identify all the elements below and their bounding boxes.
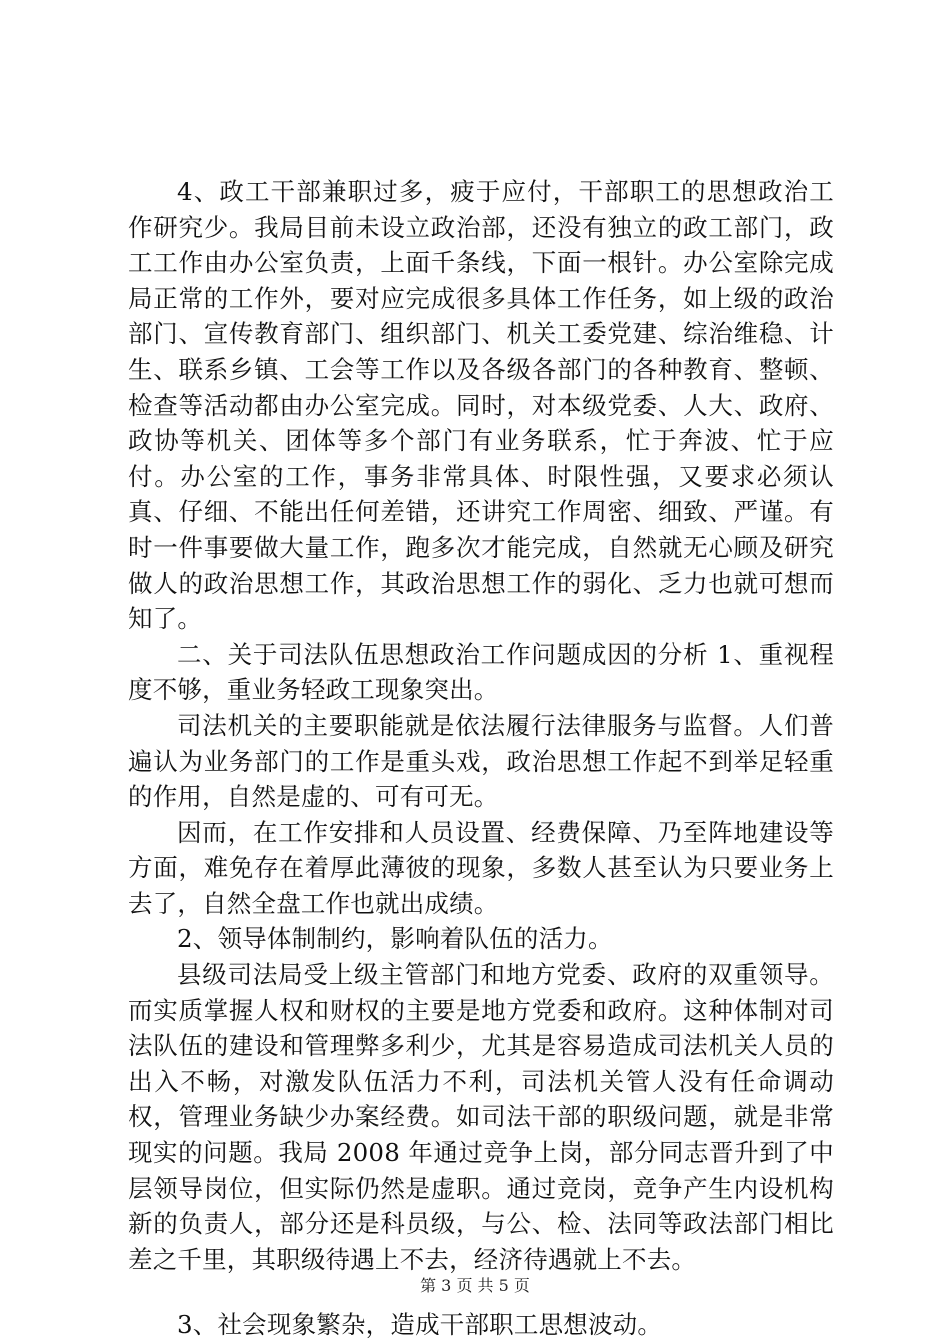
paragraph-leadership-heading: 2、领导体制制约，影响着队伍的活力。 [177, 924, 613, 954]
page-footer: 第 3 页 共 5 页 [420, 1276, 530, 1295]
paragraph-social-phenomena: 3、社会现象繁杂，造成干部职工思想波动。 [177, 1310, 663, 1340]
paragraph-main-function: 司法机关的主要职能就是依法履行法律服务与监督。人们普遍认为业务部门的工作是重头戏，政治思想工作起不到举足轻重的作用，自然是虚的、可有可无。 [128, 710, 834, 812]
paragraph-county-bureau: 县级司法局受上级主管部门和地方党委、政府的双重领导。而实质掌握人权和财权的主要是地方党委和政府。这种体制对司法队伍的建设和管理弊多利少，尤其是容易造成司法机关人员的出入不畅，对激发队伍活力不利，司法机关管人没有任命调动权，管理业务缺少办案经费。如司法干部的职级问题，就是非常现实的问题。我局 2008 年通过竞争上岗，部分同志晋升到了中层领导岗位，但实际仍然是虚职。通过竞岗，竞争产生内设机构新的负责人，部分还是科员级，与公、检、法同等政法部门相比差之千里，其职级待遇上不去，经济待遇就上不去。 [128, 960, 834, 1274]
paragraph-4-part-time-staff: 4、政工干部兼职过多，疲于应付，干部职工的思想政治工作研究少。我局目前未设立政治部，还没有独立的政工部门，政工工作由办公室负责，上面千条线，下面一根针。办公室除完成局正常的工作外，要对应完成很多具体工作任务，如上级的政治部门、宣传教育部门、组织部门、机关工委党建、综治维稳、计生、联系乡镇、工会等工作以及各级各部门的各种教育、整顿、检查等活动都由办公室完成。同时，对本级党委、人大、政府、政协等机关、团体等多个部门有业务联系，忙于奔波、忙于应付。办公室的工作，事务非常具体、时限性强，又要求必须认真、仔细、不能出任何差错，还讲究工作周密、细致、严谨。有时一件事要做大量工作，跑多次才能完成，自然就无心顾及研究做人的政治思想工作，其政治思想工作的弱化、乏力也就可想而知了。 [128, 177, 834, 634]
body-text [128, 174, 834, 1343]
paragraph-therefore: 因而，在工作安排和人员设置、经费保障、乃至阵地建设等方面，难免存在着厚此薄彼的现象，多数人甚至认为只要业务上去了，自然全盘工作也就出成绩。 [128, 817, 834, 918]
paragraph-section-two-heading: 二、关于司法队伍思想政治工作问题成因的分析 1、重视程度不够，重业务轻政工现象突出。 [128, 639, 834, 705]
